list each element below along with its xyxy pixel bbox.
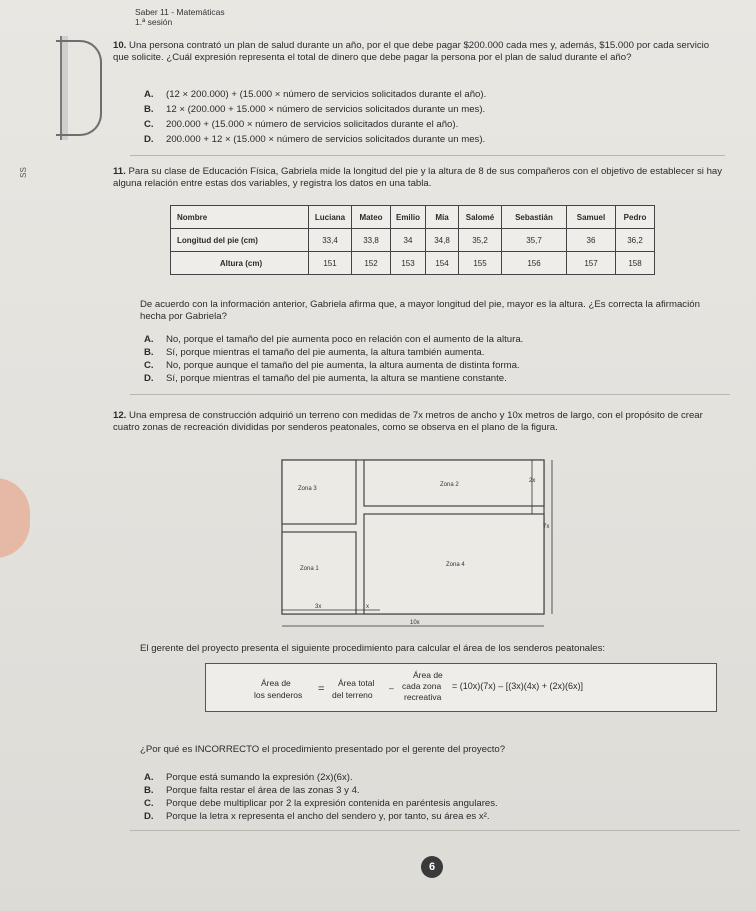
zone-1-label: Zona 1 xyxy=(300,566,319,572)
table-header-cell: Mía xyxy=(426,206,459,229)
question-11 xyxy=(113,166,725,190)
thumb xyxy=(0,478,30,558)
data-table xyxy=(170,205,655,275)
header-session: 1.ª sesión xyxy=(135,17,173,27)
table-cell: 36 xyxy=(567,229,616,252)
question-12-prompt-text: ¿Por qué es INCORRECTO el procedimiento presentado por el gerente del proyecto? xyxy=(140,744,506,755)
q12-option-a[interactable]: A. Porque está sumando la expresión (2x)(6x). xyxy=(144,772,353,783)
dim-label-10x: 10x xyxy=(410,620,420,626)
table-row xyxy=(171,252,655,275)
question-11-number: 11. xyxy=(113,166,126,177)
table-header-row xyxy=(171,206,655,229)
table-cell: 36,2 xyxy=(616,229,655,252)
dim-label-7x: 7x xyxy=(543,524,550,530)
formula-zone-1: Área de xyxy=(413,670,443,680)
table-header-cell: Luciana xyxy=(309,206,352,229)
page-number: 6 xyxy=(421,856,443,878)
terrain-plan-figure xyxy=(270,452,580,638)
q10-option-c[interactable]: C. 200.000 + (15.000 × número de servicios solicitados durante el año). xyxy=(144,119,459,130)
table-header-cell: Samuel xyxy=(567,206,616,229)
table-header-cell: Pedro xyxy=(616,206,655,229)
q11-option-a[interactable]: A. No, porque el tamaño del pie aumenta poco en relación con el aumento de la altura. xyxy=(144,334,524,345)
question-12-number: 12. xyxy=(113,410,127,421)
table-cell: 151 xyxy=(309,252,352,275)
formula-zone-2: cada zona xyxy=(402,681,442,691)
q10-option-a[interactable]: A. (12 × 200.000) + (15.000 × número de servicios solicitados durante el año). xyxy=(144,89,487,100)
q11-option-b[interactable]: B. Sí, porque mientras el tamaño del pie aumenta, la altura también aumenta. xyxy=(144,347,485,358)
table-cell: 34,8 xyxy=(426,229,459,252)
table-header-cell: Salomé xyxy=(459,206,502,229)
question-11-prompt: De acuerdo con la información anterior, Gabriela afirma que, a mayor longitud del pie, mayor es la altura. ¿Es correcta la afirmación hecha por Gabriela? xyxy=(140,299,700,322)
dim-label-x: x xyxy=(366,604,369,610)
question-12 xyxy=(113,410,731,434)
question-12-intro: El gerente del proyecto presenta el siguiente procedimiento para calcular el área de los senderos peatonales: xyxy=(140,643,606,654)
question-11-text: Para su clase de Educación Física, Gabriela mide la longitud del pie y la altura de 8 de sus compañeros con el objetivo de establecer si hay alguna relación entre estas dos variables, y registra los datos en una tabla. xyxy=(113,166,723,189)
formula-zone-3: recreativa xyxy=(404,692,442,702)
q11-option-c[interactable]: C. No, porque aunque el tamaño del pie aumenta, la altura aumenta de distinta forma. xyxy=(144,360,520,371)
question-10-number: 10. xyxy=(113,40,127,51)
table-cell: 33,8 xyxy=(352,229,391,252)
table-cell: 152 xyxy=(352,252,391,275)
table-cell: 155 xyxy=(459,252,502,275)
table-header-cell: Sebastián xyxy=(502,206,567,229)
divider xyxy=(130,155,725,156)
zone-4-label: Zona 4 xyxy=(446,562,465,568)
side-mark: SS xyxy=(18,167,28,178)
zone-2-label: Zona 2 xyxy=(440,482,459,488)
formula-total-1: Área total xyxy=(338,678,375,688)
zone-1-rect xyxy=(282,532,356,614)
question-10-text: Una persona contrató un plan de salud durante un año, por el que debe pagar $200.000 cada mes y, además, $15.000 por cada servicio que solicite. ¿Cuál expresión representa el total de dinero que debe pagar la persona por el plan de salud durante el año? xyxy=(113,40,710,63)
table-cell: 33,4 xyxy=(309,229,352,252)
table-cell: 156 xyxy=(502,252,567,275)
formula-minus: – xyxy=(389,683,394,693)
table-cell: 157 xyxy=(567,252,616,275)
q10-option-b[interactable]: B. 12 × (200.000 + 15.000 × número de servicios solicitados durante un mes). xyxy=(144,104,486,115)
page-header xyxy=(135,7,225,27)
table-cell: 35,2 xyxy=(459,229,502,252)
table-header-cell: Mateo xyxy=(352,206,391,229)
dim-label-3x: 3x xyxy=(315,604,322,610)
q12-option-b[interactable]: B. Porque falta restar el área de las zonas 3 y 4. xyxy=(144,785,360,796)
formula-lhs-1: Área de xyxy=(261,678,291,688)
formula-lhs-2: los senderos xyxy=(254,690,303,700)
dim-label-2x: 2x xyxy=(529,478,536,484)
q12-option-c[interactable]: C. Porque debe multiplicar por 2 la expresión contenida en paréntesis angulares. xyxy=(144,798,498,809)
table-cell: 35,7 xyxy=(502,229,567,252)
question-10 xyxy=(113,40,725,64)
q11-option-d[interactable]: D. Sí, porque mientras el tamaño del pie aumenta, la altura se mantiene constante. xyxy=(144,373,507,384)
table-cell: 154 xyxy=(426,252,459,275)
formula-total-2: del terreno xyxy=(332,690,373,700)
formula-expression: = (10x)(7x) – [(3x)(4x) + (2x)(6x)] xyxy=(452,681,584,691)
table-row xyxy=(171,229,655,252)
divider xyxy=(130,830,740,831)
zone-3-rect xyxy=(282,460,356,524)
header-title: Saber 11 - Matemáticas xyxy=(135,7,225,17)
q12-option-d[interactable]: D. Porque la letra x representa el ancho del sendero y, por tanto, su área es x². xyxy=(144,811,490,822)
table-row-header: Longitud del pie (cm) xyxy=(171,229,309,252)
binder-ring xyxy=(56,40,102,136)
question-12-prompt xyxy=(140,744,740,756)
table-header-cell: Emilio xyxy=(391,206,426,229)
formula-equals: = xyxy=(318,683,325,695)
q10-option-d[interactable]: D. 200.000 + 12 × (15.000 × número de servicios solicitados durante un mes). xyxy=(144,134,486,145)
table-cell: 153 xyxy=(391,252,426,275)
table-cell: 158 xyxy=(616,252,655,275)
formula-box xyxy=(205,663,717,712)
table-cell: 34 xyxy=(391,229,426,252)
table-row-header: Altura (cm) xyxy=(171,252,309,275)
zone-3-label: Zona 3 xyxy=(298,486,317,492)
divider xyxy=(130,394,730,395)
question-12-text: Una empresa de construcción adquirió un terreno con medidas de 7x metros de ancho y 10x metros de largo, con el propósito de crear cuatro zonas de recreación divididas por senderos peatonales, como se observa en el plano de la figura. xyxy=(113,410,703,433)
table-header-cell: Nombre xyxy=(171,206,309,229)
